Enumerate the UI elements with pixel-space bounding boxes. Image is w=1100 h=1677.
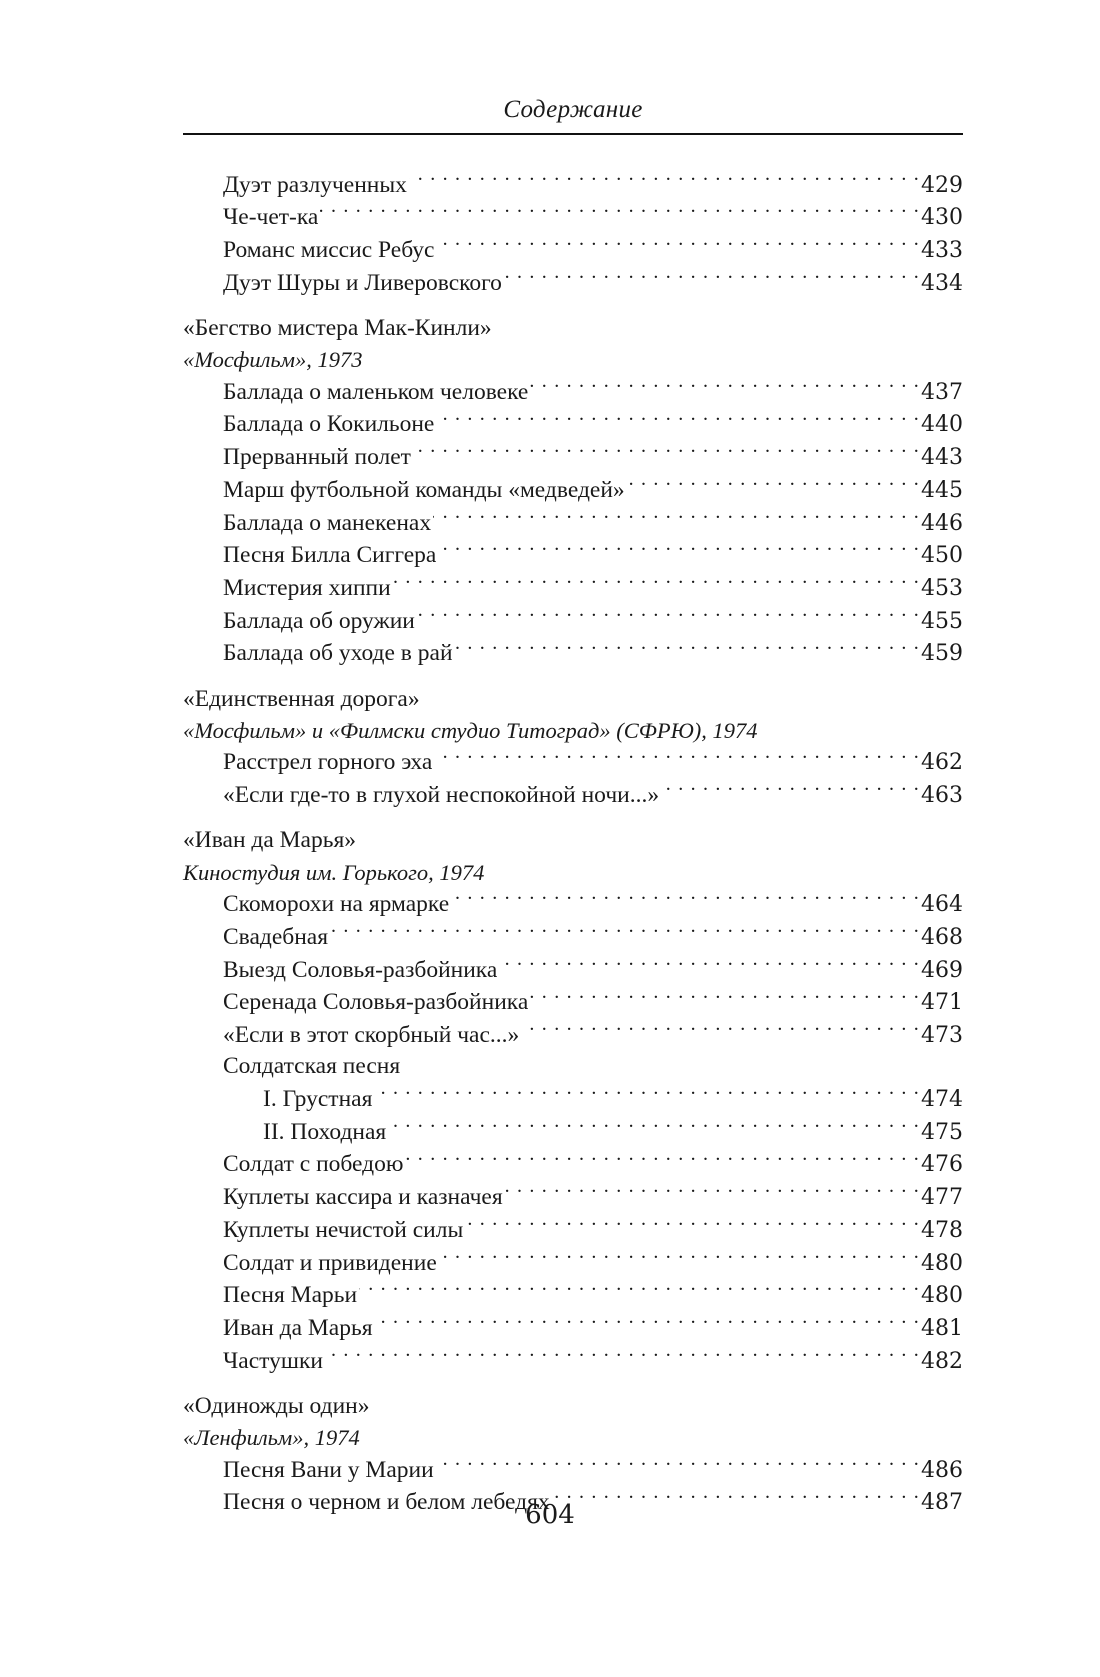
- toc-entry[interactable]: [183, 473, 963, 506]
- dot-leader: [451, 888, 920, 912]
- dot-leader: [393, 571, 920, 595]
- toc-entry[interactable]: [183, 1148, 963, 1181]
- entry-page-number: 453: [921, 575, 963, 601]
- entry-page-number: 455: [921, 608, 963, 634]
- toc-entry[interactable]: [183, 1115, 963, 1148]
- entry-title: Мистерия хиппи: [223, 574, 391, 601]
- dot-leader: [409, 168, 920, 192]
- entry-title: Баллада о Кокильоне: [223, 411, 435, 438]
- toc-section: [183, 825, 963, 1376]
- toc-entry[interactable]: [183, 1311, 963, 1344]
- entry-page-number: 463: [921, 783, 963, 809]
- film-studio: «Мосфильм» и «Филмски студио Титоград» (СФРЮ), 1974: [183, 717, 758, 743]
- toc-entry[interactable]: [183, 1082, 963, 1115]
- entry-title: Песня Билла Сиггера: [223, 542, 437, 569]
- entry-title: Песня Вани у Марии: [223, 1456, 434, 1483]
- entry-page-number: 445: [921, 477, 963, 503]
- dot-leader: [661, 779, 920, 803]
- dot-leader: [436, 233, 920, 257]
- dot-leader: [436, 1453, 920, 1477]
- toc-section: [183, 313, 963, 670]
- dot-leader: [330, 920, 920, 944]
- toc-entry[interactable]: [183, 604, 963, 637]
- entry-page-number: 459: [921, 641, 963, 667]
- entry-page-number: 464: [921, 892, 963, 918]
- dot-leader: [374, 1082, 920, 1106]
- dot-leader: [359, 1279, 920, 1303]
- toc-entry[interactable]: [183, 920, 963, 953]
- dot-leader: [413, 441, 920, 465]
- toc-entry[interactable]: [183, 779, 963, 812]
- toc-entry[interactable]: [183, 1181, 963, 1214]
- toc-entry[interactable]: [183, 233, 963, 266]
- entry-page-number: 487: [921, 1490, 963, 1516]
- entry-page-number: 462: [921, 750, 963, 776]
- entry-title: Дуэт разлученных: [223, 171, 407, 198]
- dot-leader: [504, 266, 920, 290]
- film-title: «Иван да Марья»: [183, 827, 357, 854]
- entry-title: Скоморохи на ярмарке: [223, 891, 450, 918]
- entry-title: Солдат и привидение: [223, 1249, 437, 1276]
- dot-leader: [530, 375, 920, 399]
- entry-title: I. Грустная: [263, 1085, 373, 1112]
- dot-leader: [505, 1181, 920, 1205]
- toc-entry[interactable]: [183, 266, 963, 299]
- toc-entry[interactable]: [183, 986, 963, 1019]
- toc-entry[interactable]: [183, 441, 963, 474]
- toc-entry[interactable]: [183, 888, 963, 921]
- entry-title: Куплеты нечистой силы: [223, 1216, 464, 1243]
- dot-leader: [439, 1246, 920, 1270]
- entry-page-number: 468: [921, 924, 963, 950]
- entry-title: Серенада Соловья-разбойника: [223, 989, 529, 1016]
- dot-leader: [325, 1344, 920, 1368]
- entry-title: Баллада о маленьком человеке: [223, 378, 529, 405]
- film-studio: «Ленфильм», 1974: [183, 1425, 360, 1451]
- entry-title: Куплеты кассира и казначея: [223, 1184, 503, 1211]
- entry-title: Песня Марьи: [223, 1282, 358, 1309]
- entry-title: Баллада об оружии: [223, 607, 415, 634]
- entry-page-number: 480: [921, 1250, 963, 1276]
- entry-title: Солдат с победою: [223, 1151, 404, 1178]
- entry-title: «Если где-то в глухой неспокойной ночи...»: [223, 782, 660, 809]
- toc-entry[interactable]: [183, 201, 963, 234]
- entry-title: Романс миссис Ребус: [223, 236, 435, 263]
- dot-leader: [405, 1148, 920, 1172]
- running-head: Содержание: [503, 96, 643, 123]
- entry-title: Песня о черном и белом лебедях: [223, 1489, 550, 1516]
- entry-title: Частушки: [223, 1347, 323, 1374]
- toc-entry[interactable]: [183, 953, 963, 986]
- entry-title: Выезд Соловья-разбойника: [223, 956, 498, 983]
- entry-page-number: 475: [921, 1119, 963, 1145]
- dot-leader: [436, 408, 920, 432]
- dot-leader: [499, 953, 920, 977]
- dot-leader: [438, 539, 920, 563]
- entry-page-number: 429: [921, 172, 963, 198]
- dot-leader: [388, 1115, 920, 1139]
- entry-title: Дуэт Шуры и Ливеровского: [223, 269, 502, 296]
- toc-entry[interactable]: [183, 746, 963, 779]
- entry-page-number: 474: [921, 1086, 963, 1112]
- entry-page-number: 486: [921, 1457, 963, 1483]
- dot-leader: [530, 986, 920, 1010]
- toc-section: [183, 684, 963, 812]
- entry-page-number: 478: [921, 1217, 963, 1243]
- film-title: «Бегство мистера Мак-Кинли»: [183, 314, 492, 341]
- entry-page-number: 477: [921, 1185, 963, 1211]
- dot-leader: [433, 506, 920, 530]
- toc-entry[interactable]: [183, 571, 963, 604]
- entry-page-number: 440: [921, 412, 963, 438]
- entry-title: Че-чет-ка: [223, 204, 319, 231]
- entry-title: Свадебная: [223, 923, 329, 950]
- entry-title: II. Походная: [263, 1118, 387, 1145]
- entry-page-number: 480: [921, 1283, 963, 1309]
- toc-entry[interactable]: [183, 1051, 963, 1082]
- entry-page-number: 476: [921, 1152, 963, 1178]
- entry-page-number: 433: [921, 237, 963, 263]
- film-studio: «Мосфильм», 1973: [183, 347, 363, 373]
- entry-page-number: 430: [921, 205, 963, 231]
- film-title: «Единственная дорога»: [183, 685, 420, 712]
- toc-entry[interactable]: [183, 1019, 963, 1052]
- toc-entry[interactable]: [183, 637, 963, 670]
- entry-title: Расстрел горного эха: [223, 749, 433, 776]
- entry-page-number: 437: [921, 379, 963, 405]
- toc-entry[interactable]: [183, 506, 963, 539]
- entry-title: Баллада об уходе в рай: [223, 640, 453, 667]
- entry-page-number: 471: [921, 990, 963, 1016]
- header-rule: [183, 133, 963, 135]
- dot-leader: [627, 473, 920, 497]
- dot-leader: [521, 1019, 920, 1043]
- page-number: 604: [525, 1500, 575, 1530]
- toc-entry[interactable]: [183, 1213, 963, 1246]
- entry-title: Марш футбольной команды «медведей»: [223, 476, 625, 503]
- dot-leader: [434, 746, 920, 770]
- dot-leader: [320, 201, 920, 225]
- toc-entry[interactable]: [183, 1279, 963, 1312]
- dot-leader: [455, 637, 920, 661]
- toc-entry[interactable]: [183, 168, 963, 201]
- entry-page-number: 481: [921, 1315, 963, 1341]
- film-title: «Одиножды один»: [183, 1392, 370, 1419]
- film-studio: Киностудия им. Горького, 1974: [183, 859, 485, 885]
- entry-title: Прерванный полет: [223, 444, 411, 471]
- entry-title: «Если в этот скорбный час...»: [223, 1022, 520, 1049]
- entry-page-number: 446: [921, 510, 963, 536]
- dot-leader: [375, 1311, 920, 1335]
- toc-entry[interactable]: [183, 1344, 963, 1377]
- entry-page-number: 469: [921, 957, 963, 983]
- dot-leader: [465, 1213, 920, 1237]
- dot-leader: [417, 604, 920, 628]
- entry-title: Солдатская песня: [223, 1053, 401, 1080]
- toc-entry[interactable]: [183, 1246, 963, 1279]
- entry-page-number: 450: [921, 543, 963, 569]
- entry-page-number: 434: [921, 270, 963, 296]
- toc-entry[interactable]: [183, 539, 963, 572]
- entry-title: Иван да Марья: [223, 1314, 373, 1341]
- entry-title: Баллада о манекенах: [223, 509, 432, 536]
- entry-page-number: 482: [921, 1348, 963, 1374]
- entry-page-number: 443: [921, 445, 963, 471]
- toc-entry[interactable]: [183, 408, 963, 441]
- toc-entry[interactable]: [183, 1453, 963, 1486]
- entry-page-number: 473: [921, 1023, 963, 1049]
- table-of-contents: [183, 168, 963, 1519]
- toc-section: [183, 168, 963, 299]
- toc-entry[interactable]: [183, 375, 963, 408]
